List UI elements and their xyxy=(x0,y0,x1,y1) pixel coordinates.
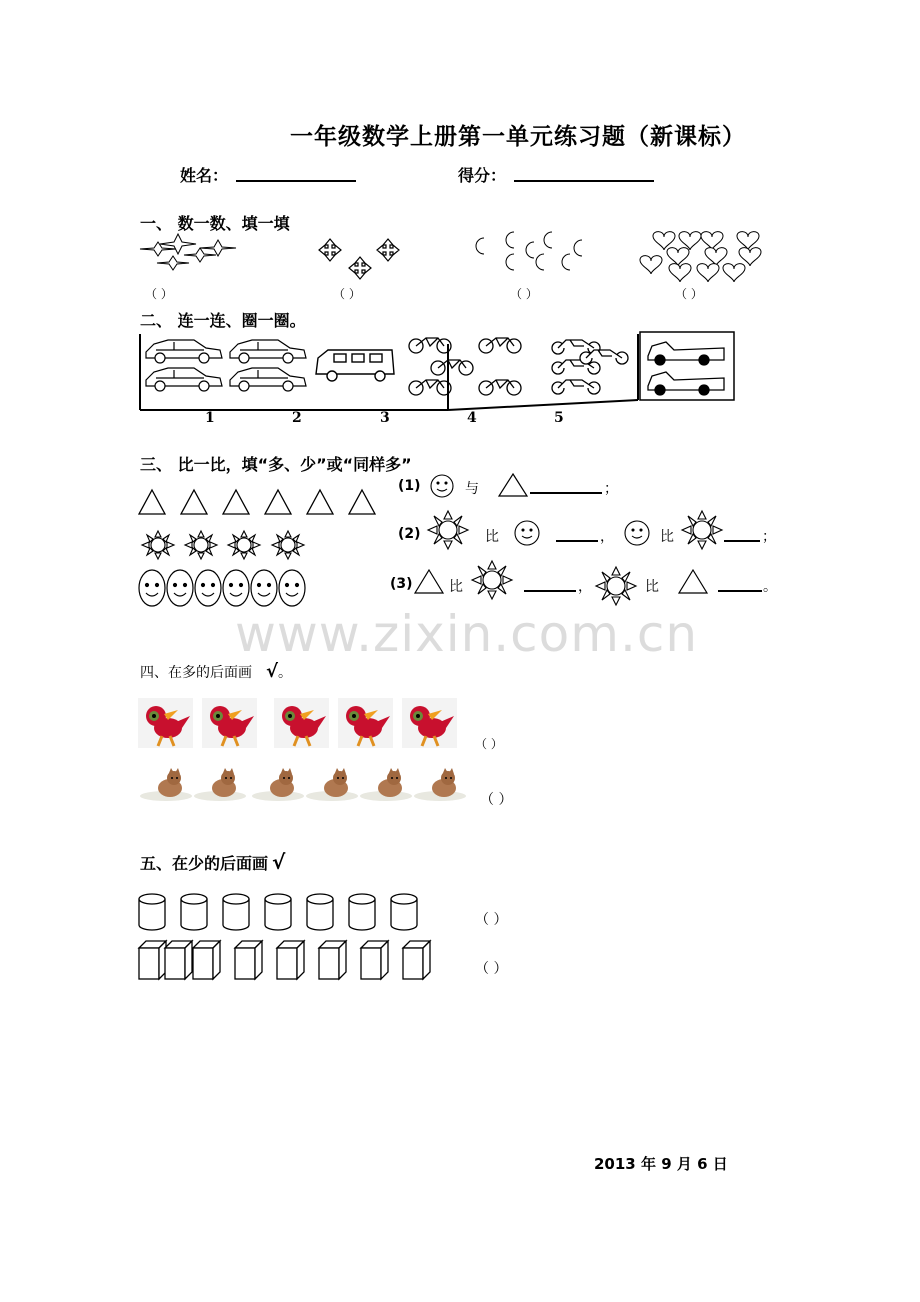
check-mark: √ xyxy=(266,661,279,682)
heart-icon xyxy=(638,228,768,284)
section4-heading-text: 四、在多的后面画 xyxy=(140,665,252,681)
name-blank[interactable] xyxy=(236,180,356,182)
q3-word-2: 比 xyxy=(645,579,659,595)
section4-blank-1[interactable]: （ ） xyxy=(475,737,503,751)
check-mark: √ xyxy=(272,850,286,874)
triangle-icon xyxy=(414,568,446,596)
section1-blank-2[interactable]: （ ） xyxy=(333,287,361,301)
triangle-icon xyxy=(678,568,710,596)
match-number-2: 2 xyxy=(292,410,302,426)
cylinder-icon xyxy=(138,893,423,933)
truck-icon xyxy=(648,342,724,395)
section1-blank-3[interactable]: （ ） xyxy=(510,287,538,301)
motorcycle-icon xyxy=(552,340,628,394)
arrow-cross-icon xyxy=(318,236,408,284)
match-number-4: 4 xyxy=(467,410,477,426)
q3-word-1: 比 xyxy=(449,579,463,595)
match-number-1: 1 xyxy=(205,410,215,426)
q2-semicolon: ； xyxy=(762,529,776,545)
q3-comma: ， xyxy=(578,579,592,595)
q3-answer-blank-2[interactable] xyxy=(718,590,762,592)
q2-answer-blank-1[interactable] xyxy=(556,540,598,542)
section2-heading: 二、 连一连、圈一圈。 xyxy=(140,311,306,330)
name-label: 姓名： xyxy=(180,166,229,185)
smiley-icon xyxy=(428,473,458,499)
sun-icon xyxy=(426,510,470,550)
section3-heading: 三、 比一比，填“多、少”或“同样多” xyxy=(140,455,412,474)
sun-icon xyxy=(680,510,724,550)
bird-icon xyxy=(138,698,463,750)
match-number-5: 5 xyxy=(554,410,564,426)
q1-word: 与 xyxy=(465,481,479,497)
cube-icon xyxy=(138,940,438,982)
section5-heading-text: 五、在少的后面画 xyxy=(140,854,269,873)
crescent-moon-icon xyxy=(470,228,590,278)
q2-comma: ， xyxy=(600,529,614,545)
q1-prefix: (1) xyxy=(398,478,421,494)
q1-answer-blank[interactable] xyxy=(530,492,602,494)
bicycle-icon xyxy=(409,338,521,395)
section4-heading-end: 。 xyxy=(278,665,293,681)
watermark: www.zixin.com.cn xyxy=(235,605,699,663)
score-label: 得分： xyxy=(458,166,507,185)
smiley-icon xyxy=(512,519,544,547)
q2-word-2: 比 xyxy=(660,529,674,545)
q2-word-1: 比 xyxy=(485,529,499,545)
q3-answer-blank-1[interactable] xyxy=(524,590,576,592)
date: 2013 年 9 月 6 日 xyxy=(594,1155,728,1173)
section4-heading xyxy=(140,661,292,682)
sun-icon xyxy=(470,560,514,600)
page-title: 一年级数学上册第一单元练习题（新课标） xyxy=(290,124,746,150)
sun-icon xyxy=(138,530,310,560)
cat-icon xyxy=(138,768,458,804)
section1-blank-4[interactable]: （ ） xyxy=(675,287,703,301)
q2-prefix: (2) xyxy=(398,526,421,542)
match-number-3: 3 xyxy=(380,410,390,426)
q3-prefix: (3) xyxy=(390,576,413,592)
smiley-icon xyxy=(138,568,310,608)
sun-icon xyxy=(594,566,638,606)
car-icon xyxy=(146,340,306,391)
four-point-star-icon xyxy=(138,230,253,275)
section5-blank-2[interactable]: （ ） xyxy=(475,961,508,977)
section1-blank-1[interactable]: （ ） xyxy=(145,287,173,301)
vehicles-picture xyxy=(138,330,738,415)
score-blank[interactable] xyxy=(514,180,654,182)
q1-semicolon: ； xyxy=(604,481,618,497)
smiley-icon xyxy=(622,519,654,547)
triangle-icon xyxy=(498,472,530,498)
section5-heading xyxy=(140,850,285,874)
section1-heading: 一、 数一数、填一填 xyxy=(140,214,290,233)
section5-blank-1[interactable]: （ ） xyxy=(475,912,508,928)
section4-blank-2[interactable]: （ ） xyxy=(480,792,513,808)
q2-answer-blank-2[interactable] xyxy=(724,540,760,542)
q3-period: 。 xyxy=(763,579,777,595)
bus-icon xyxy=(316,350,394,381)
triangle-icon xyxy=(138,488,378,518)
